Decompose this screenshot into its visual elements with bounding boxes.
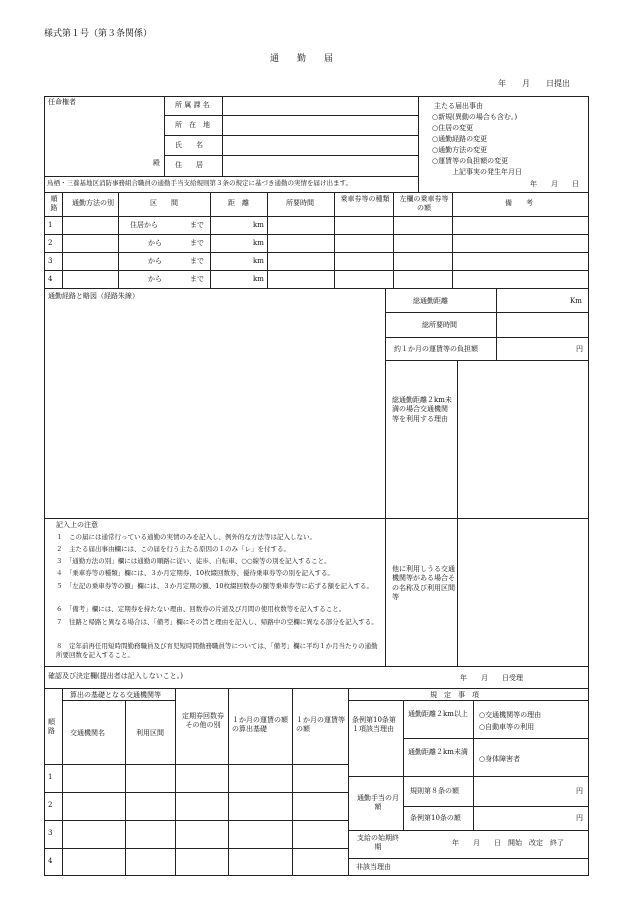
allowance-label: 通勤手当の月額 xyxy=(357,794,399,812)
col-remarks: 備 考 xyxy=(505,199,533,207)
route-to: まで xyxy=(190,221,204,229)
dec-col-section: 利用区間 xyxy=(136,729,164,737)
dec-row-no: 4 xyxy=(48,857,53,865)
note-item: １ この届には通常行っている通勤の実情のみを記入し、例外的な方法等は記入しない。 xyxy=(56,533,316,541)
route-from: から xyxy=(148,239,162,247)
total-time-label: 総所要時間 xyxy=(422,321,457,329)
reason-new: ○新規(異動の場合も含む。) xyxy=(432,113,518,121)
col-method: 通勤方法の別 xyxy=(72,199,114,207)
dec-col-order: 順路 xyxy=(48,718,55,736)
appointer-label: 任命権者 xyxy=(48,98,76,106)
dono-label: 殿 xyxy=(153,159,160,167)
route-to: まで xyxy=(190,275,204,283)
under2km-reason-label: 総通勤距離２km未満の場合交通機関等を利用する理由 xyxy=(392,396,452,423)
col-distance: 距 離 xyxy=(228,199,249,207)
dec-row-no: 3 xyxy=(48,829,53,837)
note-item: ８ 定年前再任用短時間勤務職員及び育児短時間勤務職員等については、「備考」欄に平均１か月当たりの通勤所要回数を記入すること。 xyxy=(56,642,378,659)
field-name: 氏 名 xyxy=(175,141,203,149)
notes-title: 記入上の注意 xyxy=(56,521,98,529)
dec-col-basis-calc: １か月の運賃の額の算出基礎 xyxy=(232,716,288,734)
col-section: 区 間 xyxy=(150,199,178,207)
route-row-no: 3 xyxy=(48,257,53,265)
route-to: まで xyxy=(190,257,204,265)
form-number: 様式第１号（第３条関係） xyxy=(44,29,153,39)
note-item: ７ 往路と帰路と異なる場合は、「備考」欄にその旨と理由を記入し、帰路中の空欄に異なる部分を記入する。 xyxy=(56,618,378,626)
note-item: ６ 「備考」欄には、定期券を持たない理由、回数券の片道及び月間の使用枚数等を記入すること。 xyxy=(56,605,346,613)
note-item: ３ 「通勤方法の別」欄には通勤の順路に従い、徒歩、自転車、○○線等の別を記入すること。 xyxy=(56,557,331,565)
event-date-label: 上記事実の発生年月日 xyxy=(452,168,522,176)
route-from: 住居から xyxy=(130,221,158,229)
dec-row-no: 1 xyxy=(48,773,53,781)
field-dept: 所 属 課 名 xyxy=(175,101,210,109)
route-km: km xyxy=(253,221,264,229)
route-to: まで xyxy=(190,239,204,247)
opt-traffic: ○交通機関等の理由 xyxy=(479,711,542,719)
note-item: ２ 主たる届出事由欄には、この届を行う主たる原因の１のみ「レ」を付する。 xyxy=(56,545,290,553)
event-date: 年 月 日 xyxy=(530,180,579,188)
dec-row-no: 2 xyxy=(48,801,53,809)
alt-transport-label: 他に利用しうる交通機関等がある場合その名称及び利用区間等 xyxy=(392,565,455,602)
col-time: 所要時間 xyxy=(286,199,314,207)
period-value: 年 月 日 開始 改定 終了 xyxy=(452,839,564,847)
monthly-fare-unit: 円 xyxy=(576,345,583,353)
field-location: 所 在 地 xyxy=(175,121,210,129)
reason-route: ○通勤経路の変更 xyxy=(432,135,488,143)
decision-label: 確認及び決定欄(提出者は記入しないこと。) xyxy=(48,672,183,680)
dec-col-ticket: 定期券回数券その他の別 xyxy=(182,712,224,730)
art10-yen: 円 xyxy=(576,814,583,822)
route-from: から xyxy=(148,257,162,265)
route-km: km xyxy=(253,257,264,265)
dec-col-transport: 交通機関名 xyxy=(70,729,105,737)
reason-method: ○通勤方法の変更 xyxy=(432,146,488,154)
received-date: 年 月 日受理 xyxy=(460,674,523,682)
reason-fare: ○運賃等の負担額の変更 xyxy=(432,157,509,165)
opt-car: ○自動車等の利用 xyxy=(479,723,535,731)
over2km-label: 通勤距離２km以上 xyxy=(408,710,468,718)
period-label: 支給の始期終期 xyxy=(357,834,399,852)
col-ticket-amount: 左欄の乗車券等の額 xyxy=(399,195,449,213)
col-ticket-type: 乗車券等の種類 xyxy=(340,195,390,203)
page-title: 通 勤 届 xyxy=(270,54,334,64)
route-row-no: 4 xyxy=(48,275,53,283)
statement: 鳥栖・三養基地区消防事務組合職員の通勤手当支給規則第３条の規定に基づき通勤の実情を届け出ます。 xyxy=(47,179,352,187)
art8-yen: 円 xyxy=(576,787,583,795)
col-order: 順路 xyxy=(50,195,58,213)
opt-disabled: ○身体障害者 xyxy=(479,755,521,763)
non-applicable-label: 非該当理由 xyxy=(356,863,391,871)
note-item: ４ 「乗車券等の種類」欄には、３か月定期券、10枚綴回数券、優待乗車券等の別を記入する。 xyxy=(56,569,335,577)
under2km-label: 通勤距離２km未満 xyxy=(408,748,468,756)
art10-label: 条例第10条の額 xyxy=(410,814,461,822)
monthly-fare-label: 約１か月の運賃等の負担額 xyxy=(394,345,478,353)
map-label: 通勤経路と略図（経路朱線） xyxy=(48,292,139,300)
dec-col-monthly: １か月の運賃等の額 xyxy=(296,716,345,734)
dec-col-rules: 規 定 事 項 xyxy=(430,691,479,699)
submission-date: 年 月 日提出 xyxy=(498,79,570,88)
rule-reason-label: 条例第10条第１項該当理由 xyxy=(352,716,396,734)
total-distance-label: 総通勤距離 xyxy=(413,297,448,305)
route-from: から xyxy=(148,275,162,283)
total-distance-unit: Km xyxy=(570,297,582,305)
field-residence: 住 居 xyxy=(175,161,203,169)
route-row-no: 1 xyxy=(48,221,53,229)
route-km: km xyxy=(253,239,264,247)
reason-title: 主たる届出事由 xyxy=(434,102,483,110)
route-row-no: 2 xyxy=(48,239,53,247)
dec-col-basis: 算出の基礎となる交通機関等 xyxy=(70,691,161,699)
reason-residence: ○住居の変更 xyxy=(432,124,474,132)
art8-label: 規則第８条の額 xyxy=(410,787,459,795)
route-km: km xyxy=(253,275,264,283)
note-item: ５ 「左記の乗車券等の額」欄には、３か月定期の額、10枚綴回数券の額等乗車券等に応ずる額を記入する。 xyxy=(56,582,374,590)
